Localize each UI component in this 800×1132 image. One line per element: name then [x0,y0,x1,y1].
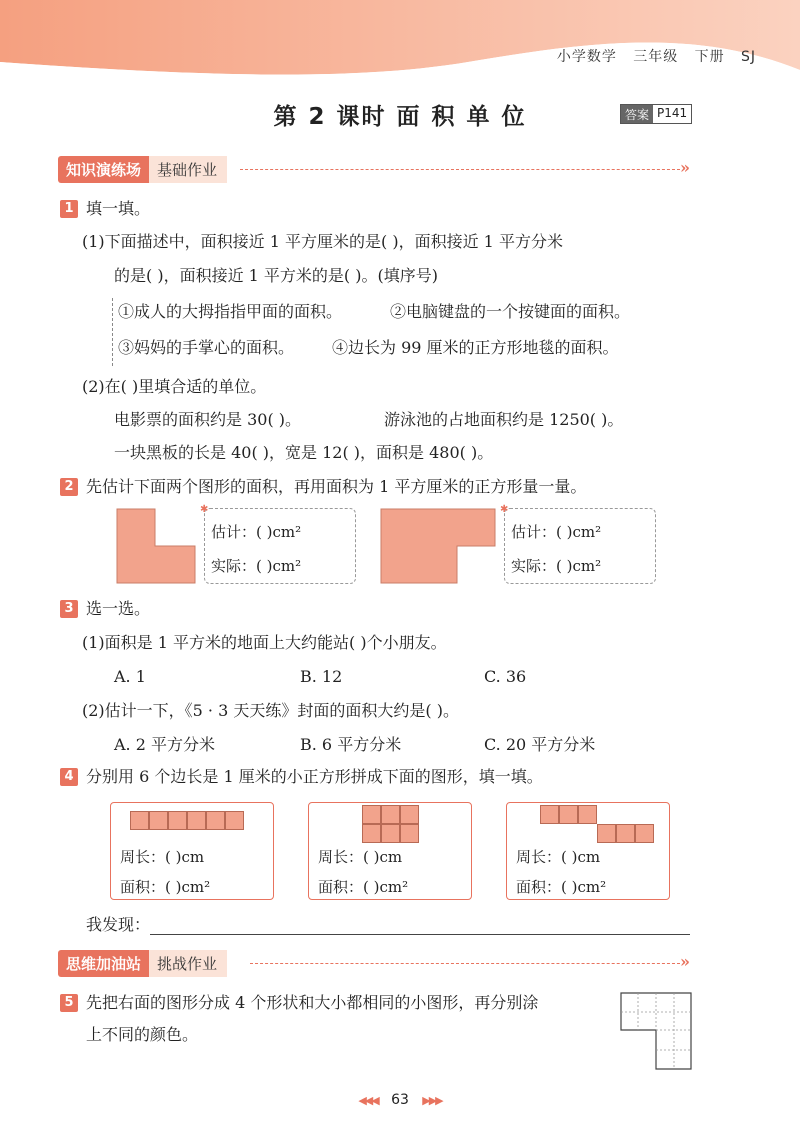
step-shape-figure [380,508,496,584]
question-number: 5 [60,994,78,1012]
discovery-answer-line[interactable] [150,934,690,935]
chevron-right-icon: » [680,158,690,177]
dotted-grid-figure[interactable] [620,992,692,1070]
estimate-field[interactable]: 估计：( )cm² [211,523,302,541]
estimate-field[interactable]: 估计：( )cm² [511,523,602,541]
q3-p2-option-b[interactable]: B. 6 平方分米 [300,735,402,754]
answer-page-tag[interactable]: 答案 P141 [620,104,692,124]
question-number: 2 [60,478,78,496]
triangle-right-icon: ▶▶▶ [422,1094,442,1107]
question-prompt: 先估计下面两个图形的面积，再用面积为 1 平方厘米的正方形量一量。 [86,477,587,496]
q1-part2-line1: (2)在( )里填合适的单位。 [82,377,267,396]
q3-part1: (1)面积是 1 平方米的地面上大约能站( )个小朋友。 [82,633,447,652]
page-number: 63 [391,1092,409,1108]
q3-part2: (2)估计一下，《5 · 3 天天练》封面的面积大约是( )。 [82,701,459,720]
l-shape-figure [116,508,196,584]
perimeter-field[interactable]: 周长：( )cm [318,848,403,866]
q3-p2-option-c[interactable]: C. 20 平方分米 [484,735,596,754]
q3-p1-option-c[interactable]: C. 36 [484,667,527,686]
option-1: ①成人的大拇指指甲面的面积。 [118,302,343,321]
pin-icon: ✱ [500,504,509,515]
q1-part2-line2b: 游泳池的占地面积约是 1250( )。 [384,410,624,429]
q5-line2: 上不同的颜色。 [86,1025,199,1044]
question-number: 3 [60,600,78,618]
actual-field[interactable]: 实际：( )cm² [211,557,302,575]
page-title: 第 2 课时 面 积 单 位 [273,104,527,130]
section-header-basic: 知识演练场 基础作业 [58,156,227,182]
page-footer [0,1092,800,1108]
area-field[interactable]: 面积：( )cm² [318,878,409,896]
q3-p1-option-a[interactable]: A. 1 [114,667,146,686]
pin-icon: ✱ [200,504,209,515]
question-prompt: 选一选。 [86,599,151,618]
q1-part1-line1: (1)下面描述中，面积接近 1 平方厘米的是( )，面积接近 1 平方分米 [82,232,563,251]
option-2: ②电脑键盘的一个按键面的面积。 [390,302,631,321]
section-header-challenge: 思维加油站 挑战作业 [58,950,227,976]
actual-field[interactable]: 实际：( )cm² [511,557,602,575]
option-3: ③妈妈的手掌心的面积。 [118,338,295,357]
perimeter-field[interactable]: 周长：( )cm [516,848,601,866]
question-number: 1 [60,200,78,218]
area-field[interactable]: 面积：( )cm² [120,878,211,896]
q1-part2-line3: 一块黑板的长是 40( )，宽是 12( )，面积是 480( )。 [114,443,494,462]
q3-p1-option-b[interactable]: B. 12 [300,667,343,686]
area-field[interactable]: 面积：( )cm² [516,878,607,896]
subject-info: 小学数学 三年级 下册 SJ [556,49,756,65]
question-number: 4 [60,768,78,786]
section-divider [250,963,680,964]
chevron-right-icon: » [680,952,690,971]
section-divider [240,169,680,170]
option-4: ④边长为 99 厘米的正方形地毯的面积。 [332,338,619,357]
q1-part1-line2: 的是( )，面积接近 1 平方米的是( )。(填序号) [114,266,438,285]
q1-part2-line2a: 电影票的面积约是 30( )。 [114,410,302,429]
q3-p2-option-a[interactable]: A. 2 平方分米 [114,735,215,754]
discovery-label: 我发现： [86,915,151,934]
question-prompt: 填一填。 [86,199,151,218]
q5-line1: 先把右面的图形分成 4 个形状和大小都相同的小图形，再分别涂 [86,993,539,1012]
triangle-left-icon: ◀◀◀ [358,1094,378,1107]
perimeter-field[interactable]: 周长：( )cm [120,848,205,866]
question-prompt: 分别用 6 个边长是 1 厘米的小正方形拼成下面的图形，填一填。 [86,767,543,786]
